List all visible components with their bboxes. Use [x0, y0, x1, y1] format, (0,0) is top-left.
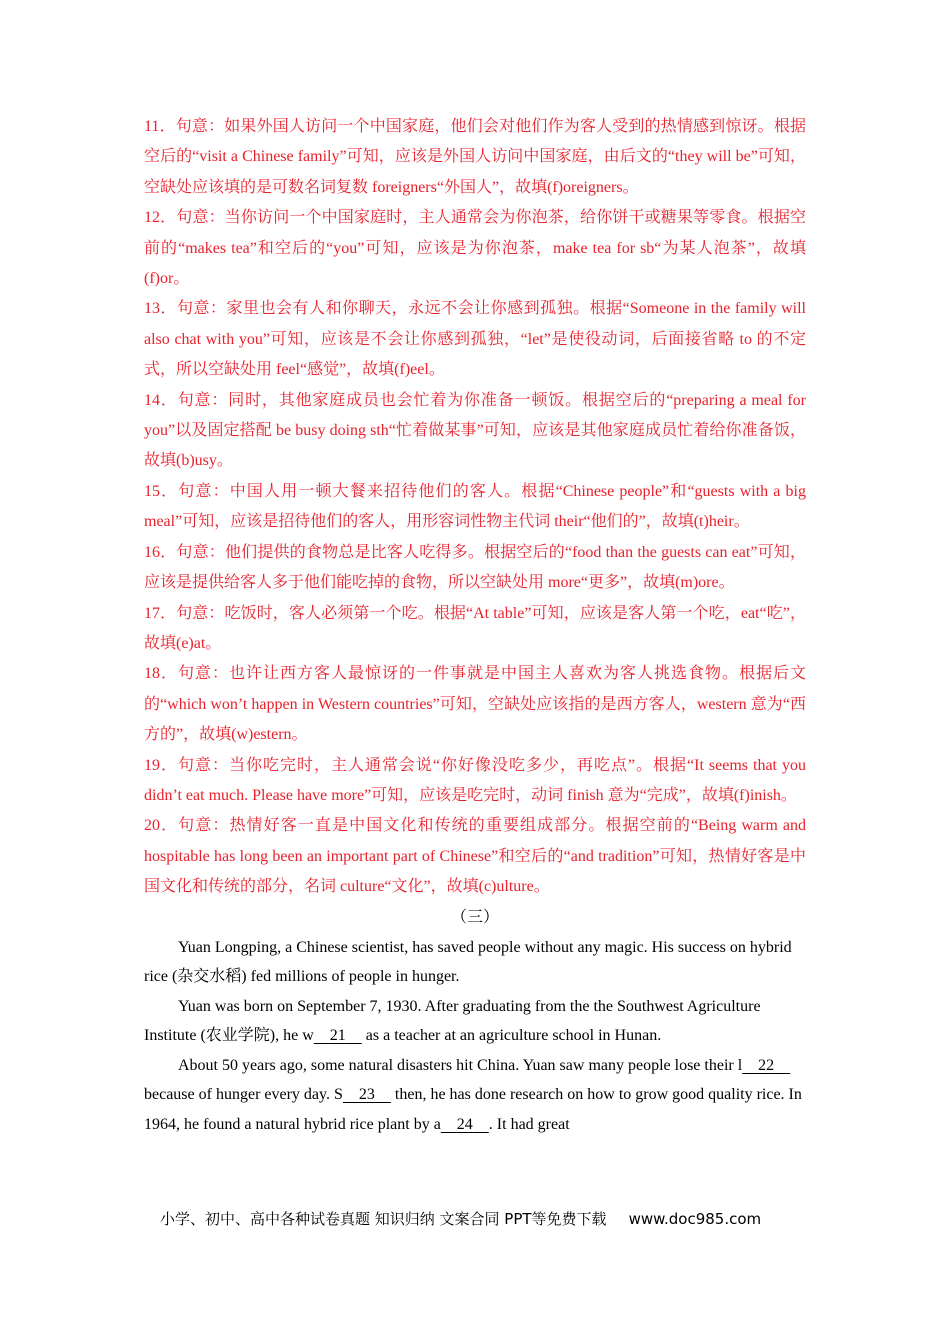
- blank-number: 21: [329, 1027, 346, 1045]
- footer-url[interactable]: www.doc985.com: [628, 1210, 762, 1228]
- answer-17: 17．句意：吃饭时，客人必须第一个吃。根据“At table”可知，应该是客人第一个吃，eat“吃”，故填(e)at。: [144, 604, 806, 652]
- document-page: [144, 112, 806, 1139]
- answer-14: 14．句意：同时，其他家庭成员也会忙着为你准备一顿饭。根据空后的“preparing a meal for you”以及固定搭配 be busy doing sth“忙着做某事”可知，应该是其他家庭成员忙着给你准备饭，故填(b)usy。: [144, 391, 806, 470]
- passage-text: Yuan was born on September 7, 1930. After graduating from the the Southwest Agriculture Institute (农业学院), he w: [144, 997, 761, 1045]
- answer-20: 20．句意：热情好客一直是中国文化和传统的重要组成部分。根据空前的“Being warm and hospitable has long been an important part of Chinese”和空后的“and tradition”可知，热情好客是中国文化和传统的部分，名词 culture“文化”，故填(c)ulture。: [144, 817, 806, 896]
- blank-21: [314, 1027, 362, 1044]
- answer-12: 12．句意：当你访问一个中国家庭时，主人通常会为你泡茶，给你饼干或糖果等零食。根据空前的“makes tea”和空后的“you”可知，应该是为你泡茶，make tea for sb“为某人泡茶”，故填(f)or。: [144, 209, 806, 288]
- passage-text: . It had great: [488, 1115, 570, 1133]
- blank-number: 23: [358, 1086, 375, 1104]
- passage-paragraph-3: [144, 1051, 806, 1140]
- answer-15: 15．句意：中国人用一顿大餐来招待他们的客人。根据“Chinese people”和“guests with a big meal”可知，应该是招待他们的客人，用形容词性物主代词 their“他们的”，故填(t)heir。: [144, 482, 806, 531]
- blank-23: [343, 1086, 391, 1103]
- passage-paragraph-2: [144, 992, 806, 1051]
- passage-text: About 50 years ago, some natural disasters hit China. Yuan saw many people lose their l: [178, 1056, 743, 1074]
- answer-13: 13．句意：家里也会有人和你聊天，永远不会让你感到孤独。根据“Someone in the family will also chat with you”可知，应该是不会让你感到孤独，“let”是使役动词，后面接省略 to 的不定式，所以空缺处用 feel“感觉”，故填(f)eel。: [144, 300, 806, 379]
- blank-number: 22: [758, 1056, 775, 1074]
- passage-text: because of hunger every day. S: [144, 1086, 343, 1104]
- answer-11: 11．句意：如果外国人访问一个中国家庭，他们会对他们作为客人受到的热情感到惊讶。根据空后的“visit a Chinese family”可知，应该是外国人访问中国家庭，由后文的“they will be”可知，空缺处应该填的是可数名词复数 foreigners“外国人”，故填(f)oreigners。: [144, 118, 806, 196]
- page-footer: [160, 1208, 800, 1229]
- answer-19: 19．句意：当你吃完时，主人通常会说“你好像没吃多少，再吃点”。根据“It seems that you didn’t eat much. Please have more”可知，应该是吃完时，动词 finish 意为“完成”，故填(f)inish。: [144, 756, 806, 804]
- blank-22: [742, 1057, 790, 1074]
- footer-text: 小学、初中、高中各种试卷真题 知识归纳 文案合同 PPT等免费下载: [160, 1210, 607, 1228]
- blank-24: [441, 1116, 489, 1133]
- passage-text: then, he has done research on how to grow good quality rice. In 1964, he found a natural hybrid rice plant by a: [144, 1086, 802, 1133]
- answer-16: 16．句意：他们提供的食物总是比客人吃得多。根据空后的“food than the guests can eat”可知，应该是提供给客人多于他们能吃掉的食物，所以空缺处用 more“更多”，故填(m)ore。: [144, 543, 806, 592]
- section-title: （三）: [450, 908, 499, 926]
- passage-paragraph-1: Yuan Longping, a Chinese scientist, has saved people without any magic. His success on hybrid rice (杂交水稻) fed millions of people in hunger.: [144, 938, 792, 986]
- answer-18: 18．句意：也许让西方客人最惊讶的一件事就是中国主人喜欢为客人挑选食物。根据后文的“which won’t happen in Western countries”可知，空缺处应该指的是西方客人，western 意为“西方的”，故填(w)estern。: [144, 665, 806, 744]
- blank-number: 24: [456, 1115, 473, 1133]
- passage-text: as a teacher at an agriculture school in Hunan.: [361, 1027, 662, 1045]
